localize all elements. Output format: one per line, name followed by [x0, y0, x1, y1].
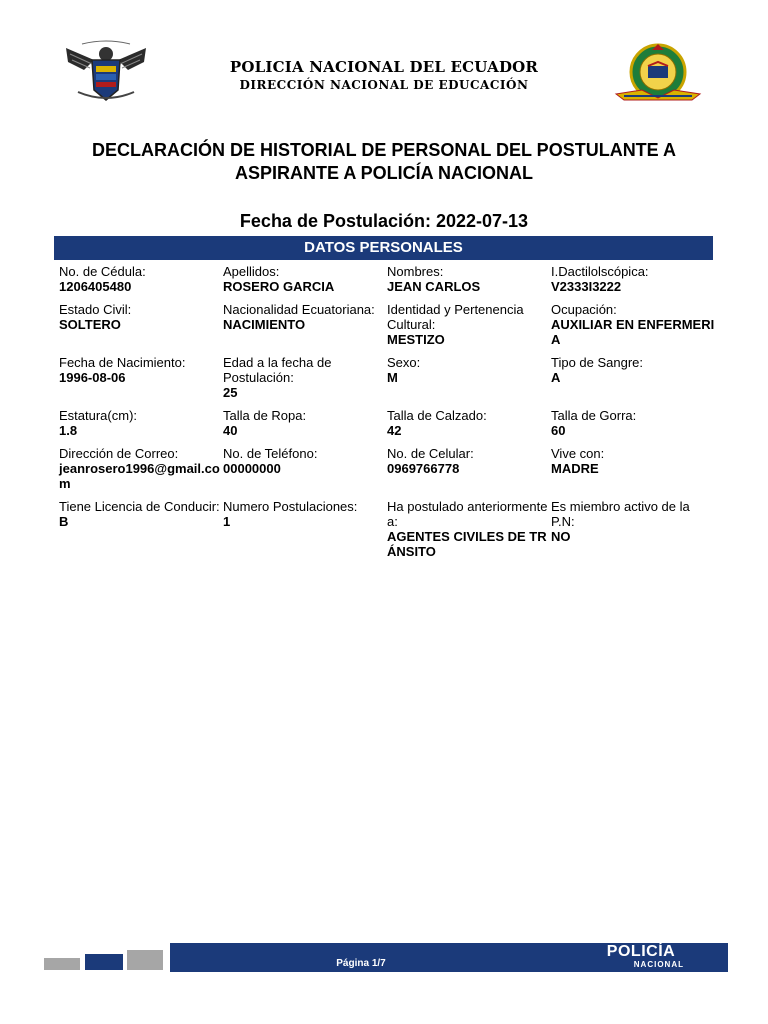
- page-footer: [0, 940, 768, 976]
- field-label: Es miembro activo de la P.N:: [551, 499, 690, 529]
- field-value: A: [551, 370, 561, 385]
- field-value: AGENTES CIVILES DE TRÁNSITO: [387, 529, 547, 559]
- field-cell: [387, 302, 551, 355]
- field-label: Ha postulado anteriormente a:: [387, 499, 548, 529]
- field-label: Estado Civil:: [59, 302, 132, 317]
- field-label: Ocupación:: [551, 302, 617, 317]
- field-label: Apellidos:: [223, 264, 280, 279]
- field-value: jeanrosero1996@gmail.com: [59, 461, 220, 491]
- footer-gray-block-2: [127, 950, 163, 970]
- document-title-line-1: DECLARACIÓN DE HISTORIAL DE PERSONAL DEL POSTULANTE A: [91, 140, 677, 160]
- org-title: POLICIA NACIONAL DEL ECUADOR: [229, 58, 539, 76]
- field-label: Talla de Ropa:: [223, 408, 307, 423]
- field-label: Tipo de Sangre:: [551, 355, 644, 370]
- field-label: Numero Postulaciones:: [223, 499, 358, 514]
- field-cell: [223, 264, 387, 302]
- field-cell: [551, 264, 715, 302]
- field-value: 1206405480: [59, 279, 132, 294]
- field-cell: [59, 446, 223, 499]
- field-label: Talla de Calzado:: [387, 408, 487, 423]
- application-date-label: Fecha de Postulación:: [239, 211, 431, 231]
- field-value: 1996-08-06: [59, 370, 126, 385]
- field-value: ROSERO GARCIA: [223, 279, 335, 294]
- field-value: JEAN CARLOS: [387, 279, 481, 294]
- education-seal-icon: [612, 42, 704, 104]
- field-cell: [59, 302, 223, 355]
- personal-data-grid: [59, 264, 719, 567]
- document-title-line-2: ASPIRANTE A POLICÍA NACIONAL: [234, 163, 533, 183]
- footer-brand-logo: [586, 944, 696, 969]
- section-header-datos-personales: DATOS PERSONALES: [54, 236, 713, 260]
- field-label: I.Dactilolscópica:: [551, 264, 649, 279]
- field-value: NO: [551, 529, 571, 544]
- field-value: MESTIZO: [387, 332, 445, 347]
- field-value: 1.8: [59, 423, 78, 438]
- field-label: Nacionalidad Ecuatoriana:: [223, 302, 375, 317]
- field-cell: [59, 408, 223, 446]
- field-value: 60: [551, 423, 566, 438]
- field-value: 40: [223, 423, 238, 438]
- field-value: 42: [387, 423, 402, 438]
- field-label: Talla de Gorra:: [551, 408, 637, 423]
- field-value: AUXILIAR EN ENFERMERIA: [551, 317, 715, 347]
- field-value: SOLTERO: [59, 317, 121, 332]
- field-cell: [59, 499, 223, 567]
- field-value: 25: [223, 385, 238, 400]
- field-cell: [223, 302, 387, 355]
- field-value: M: [387, 370, 398, 385]
- field-cell: [223, 355, 387, 408]
- field-cell: [59, 355, 223, 408]
- field-label: Estatura(cm):: [59, 408, 138, 423]
- field-label: No. de Teléfono:: [223, 446, 318, 461]
- field-value: 0969766778: [387, 461, 460, 476]
- field-cell: [387, 499, 551, 567]
- field-label: Nombres:: [387, 264, 444, 279]
- field-label: Sexo:: [387, 355, 421, 370]
- field-value: B: [59, 514, 69, 529]
- org-subtitle: DIRECCIÓN NACIONAL DE EDUCACIÓN: [239, 78, 529, 92]
- field-value: 00000000: [223, 461, 281, 476]
- field-value: NACIMIENTO: [223, 317, 306, 332]
- field-cell: [223, 499, 387, 567]
- application-date: [0, 211, 768, 232]
- field-cell: [387, 408, 551, 446]
- field-cell: [387, 355, 551, 408]
- field-value: 1: [223, 514, 231, 529]
- footer-brand-line-2: NACIONAL: [633, 960, 684, 969]
- field-label: Vive con:: [551, 446, 605, 461]
- field-cell: [551, 446, 715, 499]
- field-cell: [551, 355, 715, 408]
- field-label: Edad a la fecha de Postulación:: [223, 355, 332, 385]
- application-date-value: 2022-07-13: [435, 211, 529, 231]
- field-cell: [551, 302, 715, 355]
- field-label: Fecha de Nacimiento:: [59, 355, 186, 370]
- field-cell: [59, 264, 223, 302]
- field-cell: [387, 264, 551, 302]
- field-label: No. de Cédula:: [59, 264, 146, 279]
- document-title: [40, 139, 728, 185]
- field-label: Tiene Licencia de Conducir:: [59, 499, 220, 514]
- field-value: V2333I3222: [551, 279, 622, 294]
- page-number: Página 1/7: [336, 958, 386, 969]
- footer-brand-line-1: POLICÍA: [606, 943, 676, 960]
- field-label: No. de Celular:: [387, 446, 474, 461]
- field-cell: [551, 408, 715, 446]
- field-label: Dirección de Correo:: [59, 446, 179, 461]
- field-cell: [387, 446, 551, 499]
- page-header: [0, 40, 768, 110]
- field-cell: [551, 499, 715, 567]
- footer-gray-block-1: [44, 958, 80, 970]
- field-label: Identidad y Pertenencia Cultural:: [387, 302, 524, 332]
- field-cell: [223, 446, 387, 499]
- footer-navy-block: [85, 954, 123, 970]
- field-cell: [223, 408, 387, 446]
- field-value: MADRE: [551, 461, 599, 476]
